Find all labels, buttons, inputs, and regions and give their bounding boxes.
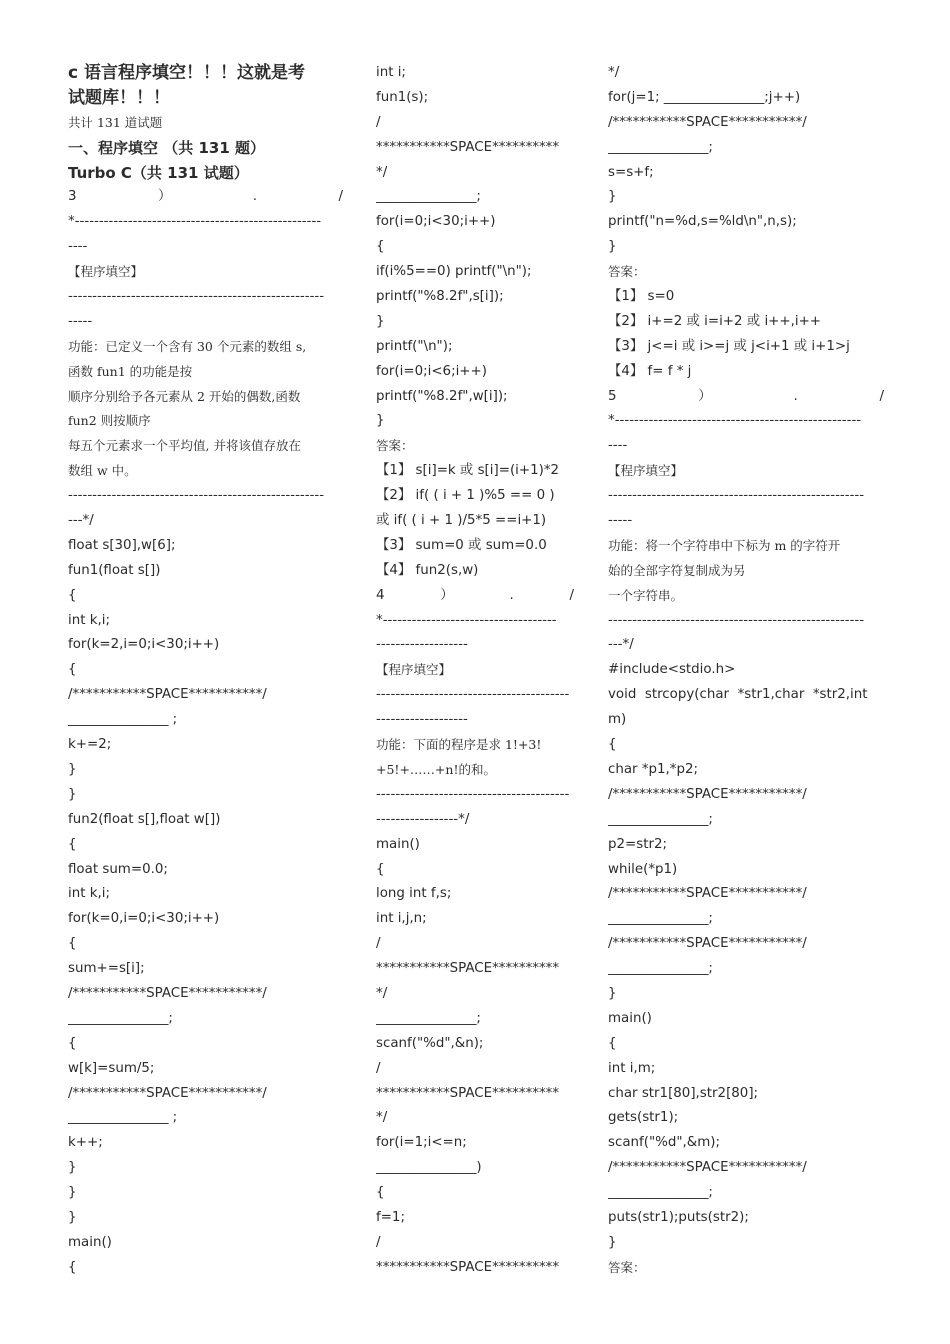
text-line: ----- [608,513,633,529]
text-line: { [608,737,617,753]
text-line: { [68,587,77,603]
text-line: ---*/ [608,637,634,653]
text-line: int i,m; [608,1060,656,1076]
heading-fragment: 4 [376,587,385,603]
text-line: { [68,1259,77,1275]
text-line: long int f,s; [376,886,452,902]
text-line: /***********SPACE***********/ [608,936,807,952]
text-line: char str1[80],str2[80]; [608,1085,759,1101]
text-line: ---- [608,438,628,454]
text-line: sum+=s[i]; [68,961,145,977]
text-line: _______________ ; [68,1110,178,1126]
text-line: /***********SPACE***********/ [608,114,807,130]
text-line: #include<stdio.h> [608,662,736,678]
text-line: +5!+……+n!的和。 [376,761,496,777]
text-line: _______________; [376,189,481,205]
text-line: 【程序填空】 [608,463,684,479]
text-line: _______________; [608,139,713,155]
text-line: 【2】 i+=2 或 i=i+2 或 i++,i++ [608,313,822,329]
heading-fragment: / [338,189,343,205]
text-line: for(j=1; _______________;j++) [608,89,801,105]
text-line: for(k=0,i=0;i<30;i++) [68,911,220,927]
text-line: } [608,1234,617,1250]
text-line: / [376,936,381,952]
text-line: w[k]=sum/5; [68,1060,155,1076]
text-line: 【1】 s=0 [608,289,675,305]
text-line: _______________; [608,961,713,977]
text-line: _______________; [68,1010,173,1026]
text-line: */ [376,164,388,180]
text-line: ------------------- [376,637,468,653]
heading-fragment: . [793,388,798,404]
heading-fragment: / [879,388,884,404]
text-line: main() [608,1010,652,1026]
text-line: { [376,239,385,255]
text-line: fun2 则按顺序 [68,413,151,429]
text-line: ---------------------------------------- [376,786,570,802]
text-line: *------------------------------------ [376,612,557,628]
text-line: ----------------------------------------------------- [68,488,325,504]
heading-fragment: . [252,189,258,205]
text-line: puts(str1);puts(str2); [608,1209,749,1225]
text-line: 或 if( ( i + 1 )/5*5 ==i+1) [376,513,547,529]
text-line: _______________; [376,1010,481,1026]
text-line: } [608,189,617,205]
text-line: ---*/ [68,513,94,529]
text-line: scanf("%d",&n); [376,1035,484,1051]
text-line: ----- [68,313,93,329]
text-line: k++; [68,1135,103,1151]
text-line: 一、程序填空 （共 131 题） [68,138,265,157]
text-line: c 语言程序填空！！！这就是考 [68,63,305,83]
text-line: { [376,1185,385,1201]
heading-fragment: ） [157,189,172,205]
column-left [68,61,343,1281]
text-line: k+=2; [68,737,112,753]
text-line: fun2(float s[],float w[]) [68,811,221,827]
column-middle [376,61,574,1281]
text-line: / [376,1060,381,1076]
text-line: s=s+f; [608,164,654,180]
text-line: ***********SPACE********** [376,1259,560,1275]
text-line: float s[30],w[6]; [68,537,176,553]
text-line: 【4】 fun2(s,w) [376,562,479,578]
text-line: 顺序分别给予各元素从 2 开始的偶数,函数 [68,388,301,404]
text-line: 始的全部字符复制成为另 [608,562,746,578]
text-line: _______________; [608,911,713,927]
text-line: } [68,786,77,802]
text-line: } [376,413,385,429]
text-line: 每五个元素求一个平均值, 并将该值存放在 [68,438,301,454]
text-line: fun1(float s[]) [68,562,161,578]
text-line: } [68,1160,77,1176]
text-line: ---- [68,239,88,255]
text-line [376,584,574,609]
text-line: 答案： [376,438,414,454]
text-line: /***********SPACE***********/ [68,1085,267,1101]
text-line: /***********SPACE***********/ [608,886,807,902]
text-line: 【4】 f= f * j [608,363,692,379]
text-line: / [376,114,381,130]
text-line: ---------------------------------------- [376,687,570,703]
text-line: *--------------------------------------------------- [68,214,322,230]
text-line: ***********SPACE********** [376,139,560,155]
text-line: *--------------------------------------------------- [608,413,862,429]
text-line: /***********SPACE***********/ [608,786,807,802]
text-line: for(i=0;i<6;i++) [376,363,487,379]
text-line: p2=str2; [608,836,668,852]
text-line: while(*p1) [608,861,678,877]
text-line: int i,j,n; [376,911,427,927]
text-line: 【程序填空】 [68,264,144,280]
text-line: ----------------------------------------------------- [68,289,325,305]
text-line: main() [68,1234,112,1250]
text-line: / [376,1234,381,1250]
text-line: */ [376,1110,388,1126]
heading-fragment: ） [440,587,454,603]
text-line: _______________; [608,1185,713,1201]
text-line: _______________; [608,811,713,827]
text-line: _______________ ; [68,712,178,728]
text-line: 数组 w 中。 [68,463,137,479]
text-line: } [68,1185,77,1201]
text-line: */ [608,65,620,80]
text-line: 试题库！！！ [68,87,170,108]
text-line: } [68,1209,77,1225]
text-line: -----------------*/ [376,811,470,827]
text-line: 【3】 j<=i 或 i>=j 或 j<i+1 或 i+1>j [608,338,850,354]
text-line: { [68,1035,77,1051]
text-line: for(k=2,i=0;i<30;i++) [68,637,220,653]
text-line: printf("\n"); [376,338,453,354]
text-line: */ [376,985,388,1001]
text-line: /***********SPACE***********/ [608,1160,807,1176]
text-line: /***********SPACE***********/ [68,687,267,703]
text-line: } [608,239,617,255]
text-line: 答案： [608,264,646,280]
text-line: m) [608,712,627,728]
text-line: fun1(s); [376,89,429,105]
text-line: /***********SPACE***********/ [68,985,267,1001]
text-line: 答案： [608,1259,646,1275]
text-line: ----------------------------------------------------- [608,612,865,628]
text-line: 功能：将一个字符串中下标为 m 的字符开 [608,537,841,553]
heading-fragment: 5 [608,388,617,404]
text-line: for(i=0;i<30;i++) [376,214,496,230]
text-line: { [68,836,77,852]
text-line: printf("%8.2f",w[i]); [376,388,508,404]
text-line: ***********SPACE********** [376,961,560,977]
text-line: } [376,313,385,329]
text-line: { [608,1035,617,1051]
text-line: 功能：已定义一个含有 30 个元素的数组 s, [68,338,307,354]
text-line: 一个字符串。 [608,587,684,603]
text-line: char *p1,*p2; [608,761,699,777]
text-line: 共计 131 道试题 [68,114,163,130]
text-line: int k,i; [68,886,110,902]
text-line: ----------------------------------------------------- [608,488,865,504]
text-line: { [376,861,385,877]
text-line: printf("%8.2f",s[i]); [376,289,504,305]
text-line: 【3】 sum=0 或 sum=0.0 [376,537,547,553]
text-line: f=1; [376,1209,405,1225]
text-line: int i; [376,65,406,80]
heading-fragment: 3 [68,189,77,205]
text-line: Turbo C（共 131 试题） [68,163,249,182]
text-line: 功能：下面的程序是求 1!+3! [376,737,542,753]
text-line: gets(str1); [608,1110,679,1126]
heading-fragment: . [509,587,514,603]
text-line: 【2】 if( ( i + 1 )%5 == 0 ) [376,488,555,504]
text-line: 【程序填空】 [376,662,452,678]
text-line: ***********SPACE********** [376,1085,560,1101]
text-line: 函数 fun1 的功能是按 [68,363,193,379]
text-line: int k,i; [68,612,110,628]
text-line: float sum=0.0; [68,861,168,877]
heading-fragment: ） [698,388,712,404]
text-line [608,385,884,410]
column-right [608,61,884,1281]
text-line: main() [376,836,420,852]
text-line: ------------------- [376,712,468,728]
text-line: } [68,761,77,777]
heading-fragment: / [569,587,574,603]
text-line: if(i%5==0) printf("\n"); [376,264,532,280]
text-line: { [68,936,77,952]
text-line: scanf("%d",&m); [608,1135,720,1151]
text-line: void strcopy(char *str1,char *str2,int [608,687,868,703]
text-line: { [68,662,77,678]
text-line: 【1】 s[i]=k 或 s[i]=(i+1)*2 [376,463,560,479]
text-line: _______________) [376,1160,482,1176]
text-line: printf("n=%d,s=%ld\n",n,s); [608,214,797,230]
text-line: } [608,985,617,1001]
text-line [68,185,343,210]
text-line: for(i=1;i<=n; [376,1135,467,1151]
